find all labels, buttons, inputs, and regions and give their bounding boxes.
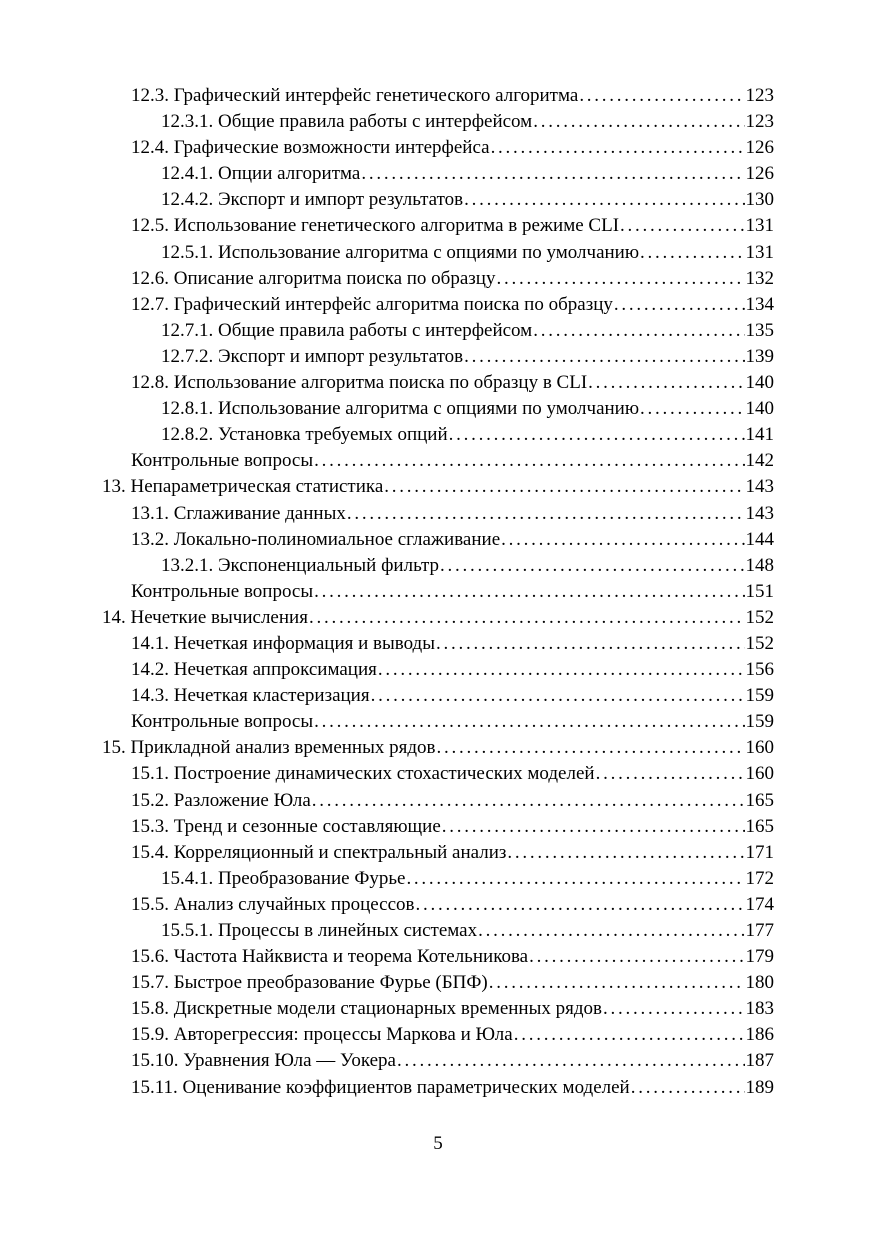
toc-entry[interactable] [102, 579, 774, 605]
dot-leader [314, 709, 744, 735]
toc-entry[interactable] [102, 553, 774, 579]
table-of-contents [102, 83, 774, 1101]
dot-leader [314, 448, 744, 474]
dot-leader [415, 892, 744, 918]
toc-entry-page: 172 [745, 867, 774, 889]
dot-leader [631, 1075, 745, 1101]
dot-leader [442, 814, 745, 840]
toc-entry[interactable] [102, 318, 774, 344]
toc-entry[interactable] [102, 892, 774, 918]
toc-entry-page: 160 [745, 737, 774, 759]
dot-leader [436, 631, 745, 657]
toc-entry-title: 12.6. Описание алгоритма поиска по образцу [131, 267, 496, 289]
toc-entry[interactable] [102, 422, 774, 448]
toc-entry-page: 186 [745, 1024, 774, 1046]
dot-leader [406, 866, 744, 892]
dot-leader [640, 396, 744, 422]
toc-entry[interactable] [102, 344, 774, 370]
dot-leader [514, 1022, 745, 1048]
dot-leader [464, 187, 744, 213]
toc-entry-page: 140 [745, 372, 774, 394]
toc-entry[interactable] [102, 631, 774, 657]
toc-entry-title: 12.5. Использование генетического алгоритма в режиме CLI [131, 215, 620, 237]
toc-entry-title: 15.4. Корреляционный и спектральный анализ [131, 841, 507, 863]
toc-entry-page: 159 [745, 685, 774, 707]
toc-entry-title: 15.2. Разложение Юла [131, 789, 311, 811]
toc-entry[interactable] [102, 840, 774, 866]
toc-entry-page: 180 [745, 972, 774, 994]
dot-leader [596, 761, 745, 787]
toc-entry-page: 123 [745, 85, 774, 106]
toc-entry-title: 12.7.2. Экспорт и импорт результатов [161, 345, 464, 367]
toc-entry-page: 165 [745, 789, 774, 811]
toc-entry-title: 13.2.1. Экспоненциальный фильтр [161, 554, 440, 576]
toc-entry-title: 15.1. Построение динамических стохастических моделей [131, 763, 595, 785]
dot-leader [603, 996, 745, 1022]
toc-entry-page: 177 [745, 920, 774, 941]
dot-leader [533, 318, 744, 344]
toc-entry[interactable] [102, 370, 774, 396]
dot-leader [588, 370, 744, 396]
toc-entry[interactable] [102, 213, 774, 239]
toc-entry-title: 15.4.1. Преобразование Фурье [161, 867, 406, 889]
toc-entry[interactable] [102, 970, 774, 996]
dot-leader [478, 918, 744, 944]
toc-entry-page: 187 [745, 1050, 774, 1072]
toc-entry[interactable] [102, 709, 774, 735]
toc-entry[interactable] [102, 187, 774, 213]
toc-entry[interactable] [102, 1048, 774, 1074]
toc-entry[interactable] [102, 474, 774, 500]
toc-entry[interactable] [102, 605, 774, 631]
toc-entry-page: 151 [745, 580, 774, 602]
dot-leader [501, 527, 744, 553]
toc-entry[interactable] [102, 135, 774, 161]
toc-entry-title: 15.8. Дискретные модели стационарных временных рядов [131, 998, 602, 1020]
toc-entry-page: 141 [745, 424, 774, 446]
toc-entry[interactable] [102, 735, 774, 761]
dot-leader [361, 161, 744, 187]
toc-entry-title: 15.9. Авторегрессия: процессы Маркова и Юла [131, 1024, 513, 1046]
dot-leader [529, 944, 744, 970]
toc-entry-title: Контрольные вопросы [131, 580, 314, 602]
toc-entry-title: 15.10. Уравнения Юла — Уокера [131, 1050, 396, 1072]
dot-leader [533, 109, 744, 135]
dot-leader [620, 213, 744, 239]
dot-leader [489, 970, 745, 996]
toc-entry-title: 12.8.1. Использование алгоритма с опциями по умолчанию [161, 398, 640, 420]
toc-entry-page: 179 [745, 946, 774, 968]
dot-leader [491, 135, 745, 161]
toc-entry[interactable] [102, 1022, 774, 1048]
dot-leader [384, 474, 744, 500]
dot-leader [449, 422, 745, 448]
toc-entry-page: 131 [745, 241, 774, 263]
dot-leader [312, 788, 745, 814]
toc-entry-page: 130 [745, 189, 774, 211]
toc-entry-title: 15.5. Анализ случайных процессов [131, 893, 415, 915]
dot-leader [378, 657, 745, 683]
dot-leader [371, 683, 745, 709]
dot-leader [496, 266, 744, 292]
toc-entry-title: 12.3.1. Общие правила работы с интерфейсом [161, 111, 533, 133]
toc-entry-title: 12.4. Графические возможности интерфейса [131, 137, 490, 159]
toc-entry-title: Контрольные вопросы [131, 450, 314, 472]
toc-entry-title: 14. Нечеткие вычисления [102, 606, 308, 628]
toc-entry-page: 123 [745, 111, 774, 133]
dot-leader [436, 735, 744, 761]
dot-leader [347, 501, 745, 527]
toc-entry[interactable] [102, 501, 774, 527]
toc-entry-title: 12.8.2. Установка требуемых опций [161, 424, 448, 446]
dot-leader [640, 240, 744, 266]
toc-entry[interactable] [102, 83, 774, 109]
toc-entry-title: 12.7. Графический интерфейс алгоритма поиска по образцу [131, 293, 613, 315]
toc-entry-title: 15. Прикладной анализ временных рядов [102, 737, 436, 759]
toc-entry[interactable] [102, 814, 774, 840]
toc-entry-title: Контрольные вопросы [131, 711, 314, 733]
toc-entry-page: 165 [745, 815, 774, 837]
toc-entry-page: 126 [745, 163, 774, 185]
toc-entry-page: 140 [745, 398, 774, 420]
dot-leader [314, 579, 744, 605]
toc-entry-page: 143 [745, 502, 774, 524]
toc-entry[interactable] [102, 448, 774, 474]
toc-entry[interactable] [102, 683, 774, 709]
toc-entry-title: 15.5.1. Процессы в линейных системах [161, 920, 478, 941]
toc-entry-title: 12.4.2. Экспорт и импорт результатов [161, 189, 464, 211]
toc-entry-page: 152 [745, 606, 774, 628]
toc-entry-page: 174 [745, 893, 774, 915]
toc-entry[interactable] [102, 240, 774, 266]
toc-entry-title: 15.7. Быстрое преобразование Фурье (БПФ) [131, 972, 488, 994]
toc-entry-page: 142 [745, 450, 774, 472]
toc-entry-title: 12.4.1. Опции алгоритма [161, 163, 361, 185]
toc-entry-title: 14.3. Нечеткая кластеризация [131, 685, 370, 707]
toc-entry-title: 12.8. Использование алгоритма поиска по образцу в CLI [131, 372, 588, 394]
toc-entry[interactable] [102, 161, 774, 187]
toc-entry-title: 15.11. Оценивание коэффициентов параметрических моделей [131, 1076, 630, 1098]
dot-leader [464, 344, 744, 370]
toc-entry-title: 12.5.1. Использование алгоритма с опциями по умолчанию [161, 241, 640, 263]
toc-entry[interactable] [102, 109, 774, 135]
toc-entry[interactable] [102, 788, 774, 814]
toc-entry-page: 160 [745, 763, 774, 785]
toc-entry-title: 12.3. Графический интерфейс генетического алгоритма [131, 85, 579, 106]
dot-leader [440, 553, 744, 579]
toc-entry-page: 159 [745, 711, 774, 733]
dot-leader [614, 292, 745, 318]
dot-leader [507, 840, 744, 866]
toc-entry[interactable] [102, 657, 774, 683]
toc-entry[interactable] [102, 527, 774, 553]
toc-entry-page: 152 [745, 632, 774, 654]
toc-entry-title: 14.1. Нечеткая информация и выводы [131, 632, 435, 654]
toc-entry-page: 183 [745, 998, 774, 1020]
toc-entry-page: 132 [745, 267, 774, 289]
toc-entry-title: 15.3. Тренд и сезонные составляющие [131, 815, 441, 837]
toc-entry[interactable] [102, 996, 774, 1022]
toc-entry[interactable] [102, 266, 774, 292]
toc-entry-page: 139 [745, 345, 774, 367]
toc-entry-page: 189 [745, 1076, 774, 1098]
dot-leader [579, 83, 744, 109]
toc-entry[interactable] [102, 761, 774, 787]
dot-leader [397, 1048, 745, 1074]
toc-entry[interactable] [102, 1075, 774, 1101]
toc-entry-page: 156 [745, 659, 774, 681]
toc-entry-title: 14.2. Нечеткая аппроксимация [131, 659, 377, 681]
toc-entry[interactable] [102, 396, 774, 422]
page-number: 5 [433, 1133, 443, 1154]
toc-entry-page: 135 [745, 319, 774, 341]
toc-entry-title: 15.6. Частота Найквиста и теорема Котельникова [131, 946, 529, 968]
toc-entry-title: 13.2. Локально-полиномиальное сглаживание [131, 528, 501, 550]
toc-entry-page: 143 [745, 476, 774, 498]
toc-entry-title: 12.7.1. Общие правила работы с интерфейсом [161, 319, 533, 341]
toc-entry-page: 144 [745, 528, 774, 550]
toc-entry-title: 13. Непараметрическая статистика [102, 476, 384, 498]
toc-entry[interactable] [102, 918, 774, 944]
toc-entry[interactable] [102, 292, 774, 318]
toc-entry-page: 171 [745, 841, 774, 863]
toc-entry-title: 13.1. Сглаживание данных [131, 502, 346, 524]
toc-entry-page: 134 [745, 293, 774, 315]
toc-entry[interactable] [102, 866, 774, 892]
toc-entry-page: 148 [745, 554, 774, 576]
toc-entry-page: 126 [745, 137, 774, 159]
dot-leader [309, 605, 745, 631]
toc-entry-page: 131 [745, 215, 774, 237]
toc-entry[interactable] [102, 944, 774, 970]
